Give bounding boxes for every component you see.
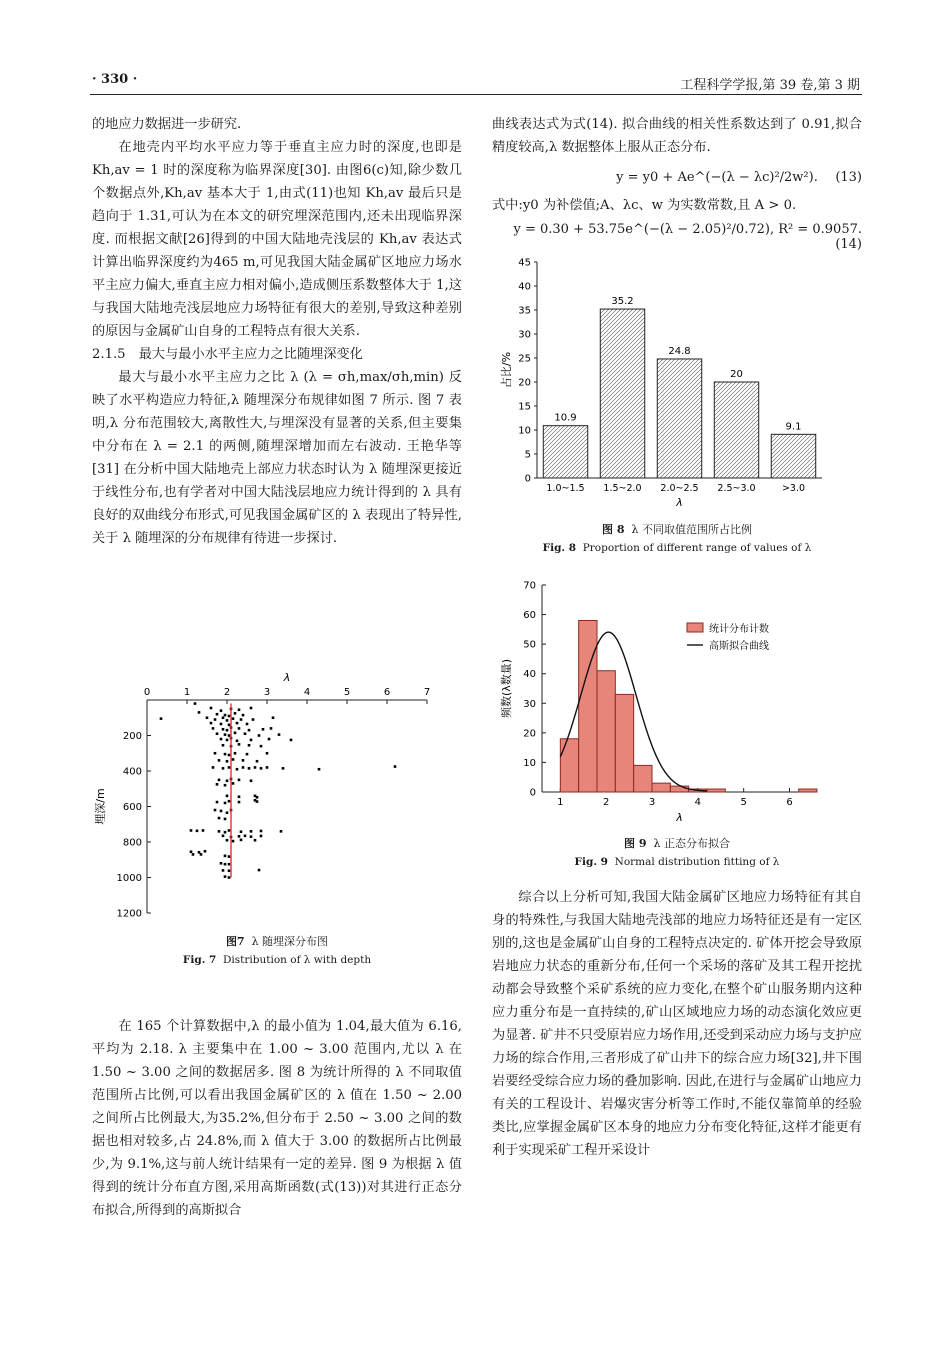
data-point xyxy=(254,766,257,769)
data-point xyxy=(234,752,237,755)
category-label: 2.5~3.0 xyxy=(717,483,756,494)
data-point xyxy=(202,829,205,832)
data-point xyxy=(234,712,237,715)
y-tick-label: 20 xyxy=(518,377,531,389)
left-column-bottom xyxy=(92,1015,462,1222)
data-point xyxy=(258,869,261,872)
data-point xyxy=(210,707,213,710)
equation-13-number: (13) xyxy=(835,170,862,185)
equation-13-body: y = y0 + Ae^(−(λ − λc)²/2w²). xyxy=(616,170,818,185)
data-point xyxy=(258,734,261,737)
data-point xyxy=(256,760,259,763)
data-point xyxy=(224,753,227,756)
data-point xyxy=(266,766,269,769)
y-tick-label: 10 xyxy=(523,757,536,769)
data-point xyxy=(196,830,199,833)
histogram-bar xyxy=(634,765,652,792)
data-point xyxy=(192,853,195,856)
data-point xyxy=(260,745,263,748)
fig8-caption-en: Fig. 8 Proportion of different range of values of λ xyxy=(542,542,812,554)
data-point xyxy=(244,834,247,837)
category-label: 2.0~2.5 xyxy=(660,483,699,494)
data-point xyxy=(216,732,219,735)
data-point xyxy=(240,830,243,833)
data-point xyxy=(228,855,231,858)
paragraph: 在 165 个计算数据中,λ 的最小值为 1.04,最大值为 6.16,平均为 2.18. λ 主要集中在 1.00 ~ 3.00 范围内,尤以 λ 在 1.50 ~ 3.00 之间的数据居多. 图 8 为统计所得的 λ 不同取值范围所占比例,可以看出我国金属矿区的 λ 值在 1.50 ~ 2.00 之间所占比例最大,为35.2%,但分布于 2.50 ~ 3.00 之间的数据也相对较多,占 24.8%,而 λ 值大于 3.00 的数据所占比例最少,为 9.1%,这与前人统计结果有一定的差异. 图 9 为根据 λ 值得到的统计分布直方图,采用高斯函数(式(13))对其进行正态分布拟合,所得到的高斯拟合 xyxy=(92,1019,462,1218)
fig8-bar-chart xyxy=(492,250,862,515)
right-column-top xyxy=(492,113,862,159)
y-tick-label: 45 xyxy=(518,257,531,269)
data-point xyxy=(260,830,263,833)
data-point xyxy=(160,717,163,720)
x-tick-label: 1 xyxy=(183,687,191,698)
data-point xyxy=(236,722,239,725)
data-point xyxy=(220,709,223,712)
histogram-bar xyxy=(799,789,817,792)
data-point xyxy=(216,801,219,804)
data-point xyxy=(290,739,293,742)
y-tick-label: 35 xyxy=(518,305,531,317)
y-tick-label: 30 xyxy=(523,698,536,710)
x-tick-label: 1 xyxy=(557,797,564,808)
bar xyxy=(600,309,644,478)
data-point xyxy=(318,768,321,771)
data-point xyxy=(226,811,229,814)
data-point xyxy=(260,835,263,838)
y-tick-label: 0 xyxy=(529,787,536,799)
y-axis-label: 频数(λ数量) xyxy=(500,658,513,719)
x-tick-label: 2 xyxy=(602,797,610,808)
data-point xyxy=(200,853,203,856)
bar-value-label: 20 xyxy=(730,369,743,380)
equation-14 xyxy=(492,222,862,252)
x-tick-label: 5 xyxy=(343,687,351,698)
data-point xyxy=(218,759,221,762)
data-point xyxy=(222,744,225,747)
data-point xyxy=(228,876,231,879)
x-tick-label: 6 xyxy=(383,687,391,698)
y-tick-label: 30 xyxy=(518,329,531,341)
data-point xyxy=(212,727,215,730)
histogram-bar xyxy=(579,620,597,792)
data-point xyxy=(222,728,225,731)
header-rule xyxy=(90,94,862,95)
y-tick-label: 0 xyxy=(524,473,531,485)
data-point xyxy=(214,718,217,721)
data-point xyxy=(190,829,193,832)
x-axis-label: λ xyxy=(283,671,291,684)
data-point xyxy=(236,740,239,743)
data-point xyxy=(222,834,225,837)
y-tick-label: 70 xyxy=(523,580,536,592)
legend-label-fit: 高斯拟合曲线 xyxy=(709,641,769,652)
fig7-scatter-plot xyxy=(92,668,462,923)
data-point xyxy=(190,850,193,853)
data-point xyxy=(228,734,231,737)
fig7-caption-cn: 图7 λ 随埋深分布图 xyxy=(225,935,329,948)
data-point xyxy=(238,743,241,746)
data-point xyxy=(278,733,281,736)
x-tick-label: 4 xyxy=(694,797,702,808)
data-point xyxy=(246,753,249,756)
data-point xyxy=(214,809,217,812)
data-point xyxy=(232,758,235,761)
data-point xyxy=(234,732,237,735)
y-tick-label: 10 xyxy=(518,425,531,437)
y-tick-label: 50 xyxy=(523,639,536,651)
y-tick-label: 1000 xyxy=(116,873,142,884)
data-point xyxy=(238,801,241,804)
histogram-bar xyxy=(670,786,688,792)
data-point xyxy=(224,818,227,821)
data-point xyxy=(248,767,251,770)
x-tick-label: 2 xyxy=(223,687,231,698)
data-point xyxy=(224,714,227,717)
data-point xyxy=(272,716,275,719)
data-point xyxy=(228,766,231,769)
where-text: 式中:y0 为补偿值;A、λc、w 为实数常数,且 A > 0. xyxy=(492,198,797,213)
equation-14-body: y = 0.30 + 53.75e^(−(λ − 2.05)²/0.72), R² = 0.9057. xyxy=(513,222,862,237)
data-point xyxy=(220,738,223,741)
data-point xyxy=(254,839,257,842)
data-point xyxy=(238,727,241,730)
data-point xyxy=(250,830,253,833)
data-point xyxy=(256,796,259,799)
histogram-bar xyxy=(560,739,578,792)
data-point xyxy=(210,722,213,725)
data-point xyxy=(228,829,231,832)
category-label: 1.5~2.0 xyxy=(603,483,642,494)
data-point xyxy=(224,802,227,805)
data-point xyxy=(232,717,235,720)
data-point xyxy=(212,766,215,769)
figure-7 xyxy=(92,668,462,927)
data-point xyxy=(228,869,231,872)
data-point xyxy=(240,718,243,721)
bar xyxy=(771,434,815,478)
data-point xyxy=(242,714,245,717)
x-tick-label: 5 xyxy=(740,797,747,808)
right-column-bottom xyxy=(492,886,862,1162)
y-tick-label: 1200 xyxy=(116,908,142,920)
data-point xyxy=(224,784,227,787)
bar xyxy=(657,359,701,478)
data-point xyxy=(222,869,225,872)
y-axis-label: 占比/% xyxy=(500,351,513,389)
figure-9 xyxy=(492,575,862,829)
histogram-bar xyxy=(707,789,725,792)
fig7-caption-en: Fig. 7 Distribution of λ with depth xyxy=(182,954,372,966)
x-tick-label: 7 xyxy=(423,687,431,698)
data-point xyxy=(238,779,241,782)
data-point xyxy=(226,795,229,798)
paragraph: 曲线表达式为式(14). 拟合曲线的相关性系数达到了 0.91,拟合精度较高,λ 数据整体上服从正态分布. xyxy=(492,117,862,155)
y-tick-label: 40 xyxy=(523,669,536,681)
equation-14-number: (14) xyxy=(835,237,862,252)
data-point xyxy=(248,729,251,732)
data-point xyxy=(246,723,249,726)
data-point xyxy=(260,767,263,770)
journal-header: 工程科学学报,第 39 卷,第 3 期 xyxy=(680,78,860,93)
x-tick-label: 0 xyxy=(143,687,151,698)
y-tick-label: 15 xyxy=(518,401,531,413)
data-point xyxy=(256,800,259,803)
data-point xyxy=(218,779,221,782)
y-tick-label: 20 xyxy=(523,728,536,740)
data-point xyxy=(228,754,231,757)
data-point xyxy=(228,724,231,727)
data-point xyxy=(224,733,227,736)
fig9-caption-cn: 图 9 λ 正态分布拟合 xyxy=(624,837,730,850)
paragraph: 最大与最小水平主应力之比 λ (λ = σh,max/σh,min) 反映了水平构造应力特征,λ 随埋深分布规律如图 7 所示. 图 7 表明,λ 分布范围较大,离散性大,与埋深没有显著的关系,但主要集中分布在 λ = 2.1 的两侧,随埋深增加而左右波动. 王艳华等[31] 在分析中国大陆地壳上部应力状态时认为 λ 随埋深更接近于线性分布,也有学者对中国大陆浅层地应力统计得到的 λ 具有良好的双曲线分布形式,可见我国金属矿区的 λ 表现出了特异性,关于 λ 随埋深的分布规律有待进一步探讨. xyxy=(92,370,462,546)
x-axis-label: λ xyxy=(676,811,683,824)
data-point xyxy=(248,744,251,747)
page-number: · 330 · xyxy=(92,72,138,87)
y-tick-label: 5 xyxy=(524,449,531,461)
y-tick-label: 60 xyxy=(523,610,536,622)
data-point xyxy=(266,752,269,755)
data-point xyxy=(214,752,217,755)
x-tick-label: 3 xyxy=(263,687,271,698)
data-point xyxy=(280,830,283,833)
data-point xyxy=(232,782,235,785)
category-label: 1.0~1.5 xyxy=(546,483,585,494)
bar xyxy=(543,426,587,478)
data-point xyxy=(236,768,239,771)
x-tick-label: 4 xyxy=(303,687,311,698)
data-point xyxy=(220,810,223,813)
fig9-histogram xyxy=(492,575,862,825)
bar-value-label: 10.9 xyxy=(554,412,577,424)
y-tick-label: 600 xyxy=(122,802,142,813)
equation-13 xyxy=(492,170,862,185)
data-point xyxy=(222,716,225,719)
data-point xyxy=(226,779,229,782)
data-point xyxy=(250,779,253,782)
data-point xyxy=(194,702,197,705)
left-column-top xyxy=(92,113,462,550)
histogram-bar xyxy=(615,694,633,792)
data-point xyxy=(242,766,245,769)
data-point xyxy=(226,729,229,732)
data-point xyxy=(222,767,225,770)
paragraph: 在地壳内平均水平应力等于垂直主应力时的深度,也即是 Kh,av = 1 时的深度称为临界深度[30]. 由图6(c)知,除少数几个数据点外,Kh,av 基本大于 1,由式(11)也知 Kh,av 最后只是趋向于 1.31,可认为在本文的研究埋深范围内,还未出现临界深度. 而根据文献[26]得到的中国大陆地壳浅层的 Kh,av 表达式计算出临界深度约为465 m,可见我国大陆金属矿区地应力场水平主应力偏大,垂直主应力相对偏小,造成侧压系数整体大于 1,这与我国大陆地壳浅层地应力场特征有很大的差别,导致这种差别的原因与金属矿山自身的工程特点有很大关系. xyxy=(92,140,462,339)
x-tick-label: 3 xyxy=(648,797,656,808)
data-point xyxy=(238,835,241,838)
data-point xyxy=(262,728,265,731)
data-point xyxy=(242,759,245,762)
y-tick-label: 40 xyxy=(518,281,531,293)
fig9-caption-en: Fig. 9 Normal distribution fitting of λ xyxy=(574,856,780,868)
y-tick-label: 200 xyxy=(122,731,142,742)
data-point xyxy=(238,708,241,711)
data-point xyxy=(394,765,397,768)
histogram-bar xyxy=(652,783,670,792)
data-point xyxy=(282,767,285,770)
bar-value-label: 24.8 xyxy=(668,345,691,357)
paragraph: 的地应力数据进一步研究. xyxy=(92,117,242,132)
data-point xyxy=(220,862,223,865)
paragraph: 综合以上分析可知,我国大陆金属矿区地应力场特征有其自身的特殊性,与我国大陆地壳浅部的地应力场特征还是有一定区别的,这也是金属矿山自身的工程特点决定的. 矿体开挖会导致原岩地应力状态的重新分布,任何一个采场的落矿及其工程开挖扰动都会导致整个采矿系统的应力变化,在整个矿山服务期内这种应力重分布是一直持续的,矿山区域地应力场的动态演化效应更为显著. 矿井不只受原岩应力场作用,还受到采动应力场与支护应力场的综合作用,三者形成了矿山井下的综合应力场[32],井下围岩要经受综合应力场的叠加影响. 因此,在进行与金属矿山地应力有关的工程设计、岩爆灾害分析等工作时,不能仅靠简单的经验类比,应掌握金属矿区本身的地应力分布变化特征,这样才能更有利于实现采矿工程开采设计 xyxy=(492,890,862,1158)
data-point xyxy=(216,783,219,786)
data-point xyxy=(224,855,227,858)
y-axis-label: 埋深/m xyxy=(94,788,107,825)
y-tick-label: 800 xyxy=(122,837,142,849)
data-point xyxy=(250,835,253,838)
data-point xyxy=(226,839,229,842)
bar xyxy=(714,382,758,478)
data-point xyxy=(244,732,247,735)
data-point xyxy=(224,863,227,866)
data-point xyxy=(224,831,227,834)
legend-label-histogram: 统计分布计数 xyxy=(709,624,769,635)
bar-value-label: 35.2 xyxy=(611,296,634,308)
data-point xyxy=(250,739,253,742)
data-point xyxy=(228,863,231,866)
category-label: >3.0 xyxy=(781,483,806,494)
legend-swatch-histogram xyxy=(687,623,703,632)
x-axis-label: λ xyxy=(676,496,683,509)
data-point xyxy=(240,839,243,842)
data-point xyxy=(220,723,223,726)
data-point xyxy=(228,715,231,718)
data-point xyxy=(218,830,221,833)
histogram-bar xyxy=(597,671,615,792)
equation-where xyxy=(492,194,862,217)
figure-8 xyxy=(492,250,862,519)
y-tick-label: 400 xyxy=(122,766,142,778)
data-point xyxy=(270,727,273,730)
data-point xyxy=(216,713,219,716)
bar-value-label: 9.1 xyxy=(785,421,802,433)
data-point xyxy=(252,718,255,721)
data-point xyxy=(224,875,227,878)
fig8-caption-cn: 图 8 λ 不同取值范围所占比例 xyxy=(602,523,752,536)
data-point xyxy=(238,795,241,798)
data-point xyxy=(250,707,253,710)
y-tick-label: 25 xyxy=(518,353,531,365)
data-point xyxy=(226,719,229,722)
data-point xyxy=(232,840,235,843)
section-heading: 2.1.5 最大与最小水平主应力之比随埋深变化 xyxy=(92,347,363,362)
data-point xyxy=(198,711,201,714)
data-point xyxy=(228,800,231,803)
data-point xyxy=(204,850,207,853)
data-point xyxy=(226,739,229,742)
data-point xyxy=(206,716,209,719)
data-point xyxy=(226,760,229,763)
data-point xyxy=(268,738,271,741)
x-tick-label: 6 xyxy=(786,797,793,808)
data-point xyxy=(218,817,221,820)
